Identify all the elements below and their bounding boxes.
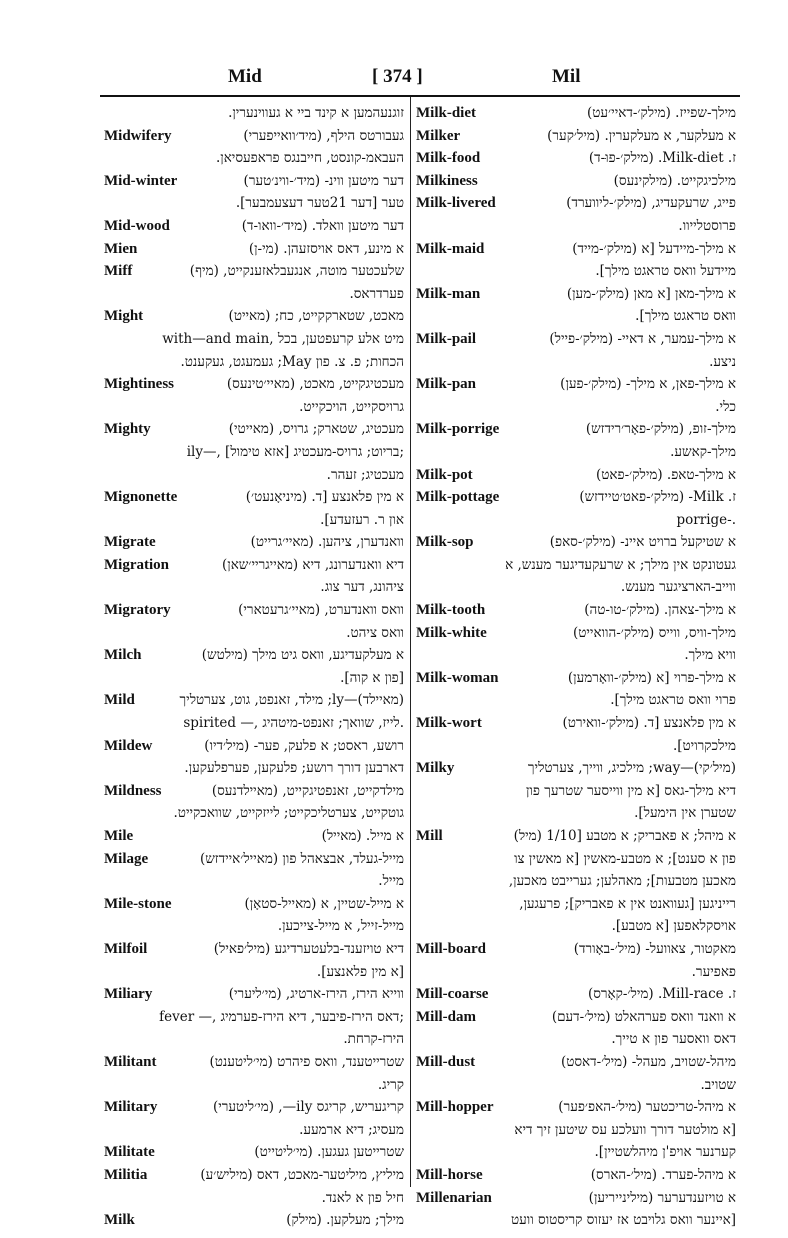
definition-text: מילדקייט, זאנפטיגקייט, (מאיילדנעס) bbox=[211, 782, 404, 799]
definition-text: מאכט, שטארקקייט, כח; (מאייט) bbox=[228, 308, 404, 325]
headword: Mill-hopper bbox=[416, 1099, 494, 1116]
entry-line bbox=[416, 486, 736, 509]
definition-text: זוגנעהמען א קינד ביי א געווינערין. bbox=[228, 105, 404, 121]
definition-text: שטערן אין הימעל]. bbox=[634, 805, 736, 822]
entry-line bbox=[104, 870, 404, 893]
headword: Milk-pan bbox=[416, 376, 477, 393]
headword: Milk-sop bbox=[416, 534, 474, 551]
definition-text: fever —, דאס הירז-פיבער, דיא הירז-פערמיג; bbox=[159, 1008, 404, 1025]
definition-text: אויסקלאפען [א מטבע]. bbox=[611, 918, 736, 935]
entry-line bbox=[416, 667, 736, 690]
page-number: [ 374 ] bbox=[372, 66, 423, 87]
definition-text: spirited —, לייז, שוואך; זאנפט-מיטהיג. bbox=[183, 715, 404, 732]
entry-line bbox=[416, 622, 736, 645]
definition-text: חיל פון א לאנד. bbox=[321, 1189, 404, 1206]
entry-line bbox=[104, 848, 404, 871]
headword: Milky bbox=[416, 760, 455, 777]
definition-text: מילכיגקייט. (מילקינעס) bbox=[613, 172, 736, 189]
headword: Milk-livered bbox=[416, 195, 496, 212]
right-column bbox=[416, 102, 736, 1232]
entry-line bbox=[416, 848, 736, 871]
entry-line bbox=[416, 192, 736, 215]
entry-line bbox=[104, 735, 404, 758]
definition-text: מייל. bbox=[378, 873, 404, 890]
entry-line bbox=[416, 1164, 736, 1187]
definition-text: א מיהל-טריכטער (מיל׳-האפ׳פער) bbox=[558, 1099, 736, 1116]
headword: Mill-board bbox=[416, 940, 486, 957]
definition-text: שלעכטער מוטה, אנגעבלאזענקייט, (מיף) bbox=[189, 263, 404, 280]
entry-line bbox=[416, 1209, 736, 1232]
definition-text: דיא וואנדערונג, דיא (מאייגריי׳שאן) bbox=[222, 556, 404, 573]
definition-text: מעכטיג, שטארק; גרויס, (מאייטי) bbox=[228, 421, 404, 438]
definition-text: א מילך-צאהן. (מילק׳-טו-טה) bbox=[584, 602, 736, 619]
entry-line bbox=[104, 441, 404, 464]
entry-line bbox=[104, 1164, 404, 1187]
entry-line bbox=[104, 1209, 404, 1232]
entry-line bbox=[104, 757, 404, 780]
definition-text: [א מולטער דורך וועלכע עס שיטען זיך דיא bbox=[514, 1121, 736, 1138]
definition-text: א מין פלאנצע [ד. (מילק׳-וואירט) bbox=[562, 715, 736, 732]
entry-line bbox=[104, 305, 404, 328]
entry-line bbox=[416, 870, 736, 893]
entry-line bbox=[104, 780, 404, 803]
definition-text: מייל-זייל, א מייל-צייכען. bbox=[277, 918, 404, 935]
headword: Militant bbox=[104, 1053, 157, 1070]
entry-line bbox=[104, 712, 404, 735]
definition-text: ז. Milk- (מילק׳-פאט׳טיידזש) bbox=[579, 489, 736, 506]
entry-line bbox=[416, 983, 736, 1006]
headword: Milk-wort bbox=[416, 715, 482, 732]
entry-line bbox=[416, 1074, 736, 1097]
entry-line bbox=[104, 373, 404, 396]
entry-line bbox=[416, 644, 736, 667]
entry-line bbox=[104, 1141, 404, 1164]
headword: Milage bbox=[104, 850, 149, 867]
definition-text: porrige-. bbox=[676, 511, 736, 528]
definition-text: קערנער אויפ'ן מיהלשטיין]. bbox=[594, 1144, 736, 1161]
headword: Mild bbox=[104, 692, 135, 709]
entry-line bbox=[104, 125, 404, 148]
definition-text: געטונקט אין מילך; א שרעקעדיגער מענש, א bbox=[505, 556, 736, 573]
entry-line bbox=[416, 1187, 736, 1210]
entry-line bbox=[416, 825, 736, 848]
headword: Mill-dam bbox=[416, 1008, 476, 1025]
definition-text: שטויב. bbox=[700, 1076, 736, 1093]
entry-line bbox=[416, 938, 736, 961]
definition-text: פייג, שרעקעדיג, (מילק׳-ליווערד) bbox=[566, 195, 736, 212]
definition-text: א מיהל; א פאבריק; א מטבע [1/10 (מיל) bbox=[513, 828, 736, 844]
headword: Milk-porrige bbox=[416, 421, 500, 438]
entry-line bbox=[104, 486, 404, 509]
headword: Mill-coarse bbox=[416, 986, 489, 1003]
headword: Mill bbox=[416, 828, 443, 844]
entry-line bbox=[104, 396, 404, 419]
definition-text: מייל-געלד, אבצאהל פון (מאייל׳איידזש) bbox=[199, 850, 404, 867]
entry-line bbox=[416, 238, 736, 261]
headword: Mien bbox=[104, 240, 138, 257]
definition-text: כלי. bbox=[715, 398, 736, 415]
definition-text: וויא מילך. bbox=[684, 647, 736, 664]
headword: Mid-wood bbox=[104, 217, 170, 234]
headword: Militia bbox=[104, 1166, 148, 1183]
headword: Mildew bbox=[104, 737, 153, 754]
definition-text: קריג. bbox=[377, 1076, 404, 1093]
headword: Milk-white bbox=[416, 624, 487, 641]
headword: Migrate bbox=[104, 534, 156, 551]
entry-line bbox=[104, 238, 404, 261]
definition-text: with—and main, מיט אלע קרעפטען, בכל bbox=[162, 330, 404, 347]
definition-text: רייניגען [געוואנט אין א פאבריק]; פרעגען, bbox=[519, 895, 736, 912]
entry-line bbox=[104, 644, 404, 667]
headword: Milch bbox=[104, 647, 142, 664]
definition-text: מילך-וויס, ווייס (מילק׳-הוואייט) bbox=[572, 624, 736, 641]
entry-line bbox=[416, 915, 736, 938]
entry-line bbox=[416, 147, 736, 170]
definition-text: [פון א קוה]. bbox=[340, 669, 404, 686]
entry-line bbox=[104, 283, 404, 306]
definition-text: וואס טראגט מילך]. bbox=[635, 308, 736, 325]
definition-text: א מינע, דאס אויסזעהן. (מי-ן) bbox=[248, 240, 404, 257]
definition-text: דיא טויזענד-בלעטערדיגע (מיל׳פאיל) bbox=[213, 940, 404, 957]
definition-text: ציהונג, דער צוג. bbox=[320, 579, 404, 596]
definition-text: ווייב-הארציגער מענש. bbox=[620, 579, 736, 596]
entry-line bbox=[416, 373, 736, 396]
headword: Milk-pot bbox=[416, 466, 473, 483]
entry-line bbox=[416, 441, 736, 464]
entry-line bbox=[416, 1028, 736, 1051]
entry-line bbox=[104, 983, 404, 1006]
right-guide-word: Mil bbox=[552, 66, 581, 87]
definition-text: א וואנד וואס פערהאלט (מיל׳-דעם) bbox=[551, 1008, 736, 1025]
headword: Milk-pail bbox=[416, 330, 477, 347]
definition-text: מיידעל וואס טראגט מילך]. bbox=[595, 263, 736, 280]
entry-line bbox=[104, 531, 404, 554]
headword: Mile-stone bbox=[104, 895, 172, 912]
definition-text: דער מיטען וואלד. (מיד׳-וואו-ד) bbox=[241, 217, 404, 234]
entry-line bbox=[104, 576, 404, 599]
entry-line bbox=[104, 170, 404, 193]
definition-text: הירז-קרחת. bbox=[343, 1031, 404, 1048]
entry-line bbox=[416, 893, 736, 916]
definition-text: מילך-זופ, (מילק׳-פאָר׳רידזש) bbox=[585, 421, 736, 438]
headword: Milk bbox=[104, 1212, 135, 1229]
entry-line bbox=[104, 1028, 404, 1051]
entry-line bbox=[104, 351, 404, 374]
headword: Milfoil bbox=[104, 940, 148, 957]
entry-line bbox=[416, 215, 736, 238]
entry-line bbox=[416, 125, 736, 148]
definition-text: א מיהל-פערד. (מיל׳-הארס) bbox=[590, 1166, 736, 1183]
headword: Mile bbox=[104, 828, 134, 844]
entry-line bbox=[416, 757, 736, 780]
headword: Milk-woman bbox=[416, 669, 499, 686]
definition-text: (מיל׳קי)—way; מילכיג, ווייך, צערטליך bbox=[527, 760, 736, 777]
entry-line bbox=[104, 961, 404, 984]
definition-text: מעסיג; דיא ארמעע. bbox=[299, 1121, 404, 1138]
headword: Milk-man bbox=[416, 285, 481, 302]
column-divider bbox=[410, 97, 411, 1187]
entry-line bbox=[104, 554, 404, 577]
definition-text: וואס ציהט. bbox=[346, 624, 404, 641]
headword: Miff bbox=[104, 263, 133, 280]
entry-line bbox=[416, 328, 736, 351]
definition-text: [א מין פלאנצע]. bbox=[316, 963, 404, 980]
definition-text: טער [דער 21טער דעצעמבער]. bbox=[235, 195, 404, 212]
entry-line bbox=[416, 102, 736, 125]
definition-text: מאקטור, צאוועל- (מיל׳-באָורד) bbox=[573, 940, 736, 957]
definition-text: א מייל. (מאייל) bbox=[321, 828, 404, 844]
entry-line bbox=[416, 961, 736, 984]
entry-line bbox=[104, 802, 404, 825]
entry-line bbox=[104, 825, 404, 848]
definition-text: רושע, ראסט; א פלעק, פער- (מיל׳דיו) bbox=[204, 737, 404, 754]
entry-line bbox=[416, 418, 736, 441]
entry-line bbox=[104, 667, 404, 690]
entry-line bbox=[104, 260, 404, 283]
headword: Mid-winter bbox=[104, 172, 178, 189]
definition-text: א מילך-מאן [א מאן (מילק׳-מען) bbox=[566, 285, 736, 302]
headword: Miliary bbox=[104, 986, 153, 1003]
definition-text: [איינער וואס גלויבט אז יעזוס קריסטוס וועט bbox=[511, 1212, 736, 1229]
definition-text: א מילך-מיידעל [א (מילק׳-מייד) bbox=[572, 240, 736, 257]
entry-line bbox=[416, 1096, 736, 1119]
definition-text: (מאיילד)—ly; מילד, זאנפט, גוט, צערטליך bbox=[179, 692, 404, 709]
definition-text: א טויזענדערער (מילינייריען) bbox=[588, 1189, 736, 1206]
definition-text: גרויסקייט, הויכקייט. bbox=[299, 398, 404, 415]
entry-line bbox=[104, 938, 404, 961]
entry-line bbox=[104, 102, 404, 125]
entry-line bbox=[416, 735, 736, 758]
entry-line bbox=[416, 509, 736, 532]
headword: Milk-pottage bbox=[416, 489, 500, 506]
entry-line bbox=[416, 396, 736, 419]
entry-line bbox=[104, 464, 404, 487]
definition-text: דארבען דורך רושע; פלעקען, פערפלעקען. bbox=[184, 760, 404, 777]
headword: Mill-dust bbox=[416, 1053, 476, 1070]
definition-text: א מילך-טאפ. (מילק׳-פאט) bbox=[596, 466, 736, 483]
definition-text: א מייל-שטיין, א (מאייל-סטאָן) bbox=[244, 895, 404, 912]
entry-line bbox=[104, 893, 404, 916]
definition-text: גוטקייט, צערטליכקייט; לייזקייט, שוואכקייט. bbox=[173, 805, 404, 822]
definition-text: דיא מילך-גאס [א מין ווייסער שטרעך פון bbox=[525, 782, 736, 799]
entry-line bbox=[104, 689, 404, 712]
entry-line bbox=[416, 531, 736, 554]
entry-line bbox=[416, 305, 736, 328]
definition-text: מילכקרויט]. bbox=[672, 737, 736, 754]
definition-text: א מעלקער, א מעלקערין. (מיל׳קער) bbox=[547, 127, 736, 144]
entry-line bbox=[416, 283, 736, 306]
definition-text: א מין פלאנצע [ד. (מיניאָנעט׳) bbox=[245, 489, 404, 506]
headword: Milkiness bbox=[416, 172, 478, 189]
left-column bbox=[104, 102, 404, 1232]
definition-text: שטרייטענד, וואס פיהרט (מי׳ליטענט) bbox=[209, 1053, 404, 1070]
definition-text: א מילך-פאן, א מילך- (מילק׳-פען) bbox=[560, 376, 736, 393]
definition-text: פאפיער. bbox=[691, 963, 736, 980]
headword: Mildness bbox=[104, 782, 162, 799]
headword: Militate bbox=[104, 1144, 155, 1161]
headword: Milk-food bbox=[416, 150, 481, 167]
definition-text: מעכטיגקייט, מאכט, (מאיי׳טינעס) bbox=[226, 376, 404, 393]
definition-text: וואס וואנדערט, (מאיי׳גרעטארי) bbox=[238, 602, 404, 619]
definition-text: הכחות; פ. צ. פון May; געמעגט, געקענט. bbox=[180, 353, 404, 370]
entry-line bbox=[104, 509, 404, 532]
definition-text: קריגעריש, קריגס ily—, (מי׳ליטערי) bbox=[212, 1099, 404, 1116]
definition-text: פרוי וואס טראגט מילך]. bbox=[610, 692, 736, 709]
headword: Millenarian bbox=[416, 1189, 492, 1206]
definition-text: א מילך-פרוי [א (מילק׳-וואָרמען) bbox=[567, 669, 736, 686]
entry-line bbox=[416, 1141, 736, 1164]
definition-text: א מילך-עמער, א דאיי- (מילק׳-פייל) bbox=[549, 330, 736, 347]
definition-text: ניצע. bbox=[709, 353, 736, 370]
headword: Mignonette bbox=[104, 489, 178, 506]
headword: Mightiness bbox=[104, 376, 175, 393]
entry-line bbox=[104, 1051, 404, 1074]
header-rule bbox=[100, 95, 740, 97]
entry-line bbox=[416, 1119, 736, 1142]
definition-text: מיהל-שטויב, מעהל- (מיל׳-דאסט) bbox=[560, 1053, 736, 1070]
entry-line bbox=[104, 1187, 404, 1210]
entry-line bbox=[104, 599, 404, 622]
headword: Milker bbox=[416, 127, 461, 144]
headword: Migration bbox=[104, 556, 169, 573]
definition-text: ז. Mill-race. (מיל׳-קאָרס) bbox=[587, 986, 736, 1003]
entry-line bbox=[416, 689, 736, 712]
entry-line bbox=[104, 215, 404, 238]
definition-text: מילך; מעלקען. (מילק) bbox=[286, 1212, 404, 1229]
definition-text: ily—, בריוט; גרויס-מעכטיג [אזא טימול]; bbox=[186, 443, 404, 460]
definition-text: געבורטס הילף, (מיד׳וואייפערי) bbox=[243, 127, 404, 144]
entry-line bbox=[416, 464, 736, 487]
definition-text: א שטיקעל ברויט איינ- (מילק׳-סאפ) bbox=[549, 534, 736, 551]
headword: Milk-maid bbox=[416, 240, 485, 257]
entry-line bbox=[104, 622, 404, 645]
definition-text: פערדראס. bbox=[349, 285, 404, 302]
entry-line bbox=[104, 328, 404, 351]
definition-text: ווייא הירז, הירז-ארטיג, (מי׳ליערי) bbox=[228, 986, 404, 1003]
entry-line bbox=[416, 351, 736, 374]
entry-line bbox=[416, 554, 736, 577]
definition-text: מילך-שפייז. (מילק׳-דאיי׳עט) bbox=[587, 105, 736, 121]
definition-text: פון א סענט]; א מטבע-מאשין [א מאשין צו bbox=[514, 850, 736, 867]
headword: Mill-horse bbox=[416, 1166, 483, 1183]
headword: Migratory bbox=[104, 602, 171, 619]
headword: Midwifery bbox=[104, 127, 172, 144]
entry-line bbox=[416, 599, 736, 622]
definition-text: מאכען מטבעות]; מאהלען; גערייבט מאכען, bbox=[508, 873, 736, 890]
definition-text: וואנדערן, ציהען. (מאיי׳גרייט) bbox=[250, 534, 404, 551]
entry-line bbox=[416, 1051, 736, 1074]
left-guide-word: Mid bbox=[228, 66, 262, 87]
entry-line bbox=[104, 192, 404, 215]
headword: Milk-tooth bbox=[416, 602, 486, 619]
definition-text: מעכטיג; זעהר. bbox=[326, 466, 404, 483]
headword: Might bbox=[104, 308, 144, 325]
definition-text: פרוסטלייוו. bbox=[678, 217, 736, 234]
definition-text: ז. Milk-diet. (מילק׳-פוּ-ד) bbox=[588, 150, 736, 167]
entry-line bbox=[104, 1119, 404, 1142]
entry-line bbox=[104, 1006, 404, 1029]
headword: Mighty bbox=[104, 421, 151, 438]
definition-text: מילך-קאשע. bbox=[670, 443, 736, 460]
entry-line bbox=[416, 802, 736, 825]
entry-line bbox=[416, 576, 736, 599]
entry-line bbox=[104, 1074, 404, 1097]
entry-line bbox=[104, 147, 404, 170]
definition-text: א מעלקעדיגע, וואס גיט מילך (מילטש) bbox=[201, 647, 404, 664]
definition-text: און ר. רעזעדע]. bbox=[320, 511, 404, 528]
definition-text: שטרייטען געגען. (מי׳ליטייט) bbox=[254, 1144, 404, 1161]
headword: Milk-diet bbox=[416, 105, 476, 121]
definition-text: מיליץ, מיליטער-מאכט, דאס (מיליש׳ע) bbox=[200, 1166, 404, 1183]
entry-line bbox=[416, 712, 736, 735]
definition-text: דאס וואסער פון א טייך. bbox=[611, 1031, 736, 1048]
entry-line bbox=[104, 915, 404, 938]
entry-line bbox=[416, 780, 736, 803]
entry-line bbox=[416, 170, 736, 193]
headword: Military bbox=[104, 1099, 158, 1116]
entry-line bbox=[104, 418, 404, 441]
entry-line bbox=[416, 260, 736, 283]
entry-line bbox=[416, 1006, 736, 1029]
definition-text: דער מיטען ווינ- (מיד׳-ווינ׳טער) bbox=[243, 172, 404, 189]
definition-text: העבאמ-קונסט, חייבנגס פראפעסיאן. bbox=[215, 150, 404, 167]
entry-line bbox=[104, 1096, 404, 1119]
page-header bbox=[100, 66, 740, 92]
